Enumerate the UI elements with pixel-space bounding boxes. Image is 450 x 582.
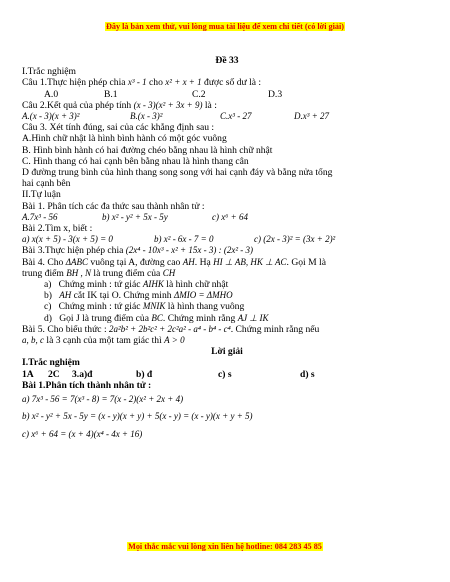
ex1-part-c: c) x⁶ + 64 — [212, 211, 248, 222]
q2-options — [22, 111, 432, 122]
solution-line-b: b) x² - y² + 5x - 5y = (x - y)(x + y) + 5(x - y) = (x - y)(x + y + 5) — [22, 411, 253, 422]
preview-banner — [0, 22, 450, 31]
ex2-part-c: c) (2x - 3)² = (3x + 2)² — [254, 234, 336, 245]
q1-expr1: x³ - 1 — [127, 77, 147, 88]
solution-ex1-title: Bài 1.Phân tích thành nhân tử : — [22, 379, 152, 391]
exercise-1-parts — [22, 212, 432, 223]
q3-item-a: A.Hình chữ nhật là hình bình hành có một góc vuông — [22, 133, 227, 145]
section-essay: II.Tự luận — [22, 189, 61, 201]
exam-title: Đề 33 — [215, 55, 239, 66]
question-3: Câu 3. Xét tính đúng, sai của các khẳng định sau : — [22, 122, 215, 134]
exercise-4-item-a: a) Chứng minh : tứ giác AIHK là hình chữ nhật — [44, 279, 229, 291]
answer-row — [22, 369, 432, 380]
q2-option-a: A.(x - 3)(x + 3)² — [22, 111, 80, 122]
q1-option-a: A.0 — [44, 88, 59, 100]
q1-expr2: x² + x + 1 — [165, 77, 202, 88]
exercise-2: Bài 2.Tìm x, biết : — [22, 223, 93, 235]
exercise-4-item-b: b) AH cắt IK tại O. Chứng minh ΔMIO = ΔMHO — [44, 290, 233, 302]
ex2-part-b: b) x² - 6x - 7 = 0 — [154, 234, 214, 245]
q3-item-c: C. Hình thang có hai cạnh bên bằng nhau là hình thang cân — [22, 155, 249, 167]
answer-1: 1A — [22, 368, 34, 380]
q1-option-b: B.1 — [104, 88, 118, 100]
solution-title: Lời giải — [211, 346, 243, 358]
preview-banner-text: Đây là bản xem thử, vui lòng mua tài liệu để xem chi tiết (có lời giải) — [105, 22, 344, 31]
exercise-1: Bài 1. Phân tích các đa thức sau thành nhân tử : — [22, 200, 205, 212]
answer-3b: b) đ — [136, 368, 153, 380]
section-multiple-choice: I.Trắc nghiệm — [22, 66, 77, 78]
q1-options — [22, 89, 432, 100]
answer-2: 2C — [48, 368, 60, 380]
answer-3d: d) s — [300, 368, 315, 380]
exercise-3: Bài 3.Thực hiện phép chia (2x⁴ - 10x³ - x² + 15x - 3) : (2x² - 3) — [22, 245, 254, 257]
exercise-5-line1: Bài 5. Cho biểu thức : 2a²b² + 2b²c² + 2c²a² - a⁴ - b⁴ - c⁴. Chứng minh rằng nếu — [22, 323, 320, 335]
ex3-expr: (2x⁴ - 10x³ - x² + 15x - 3) : (2x² - 3) — [125, 245, 254, 256]
answer-3c: c) s — [218, 368, 232, 380]
exercise-4-line2: trung điểm BH , N là trung điểm của CH — [22, 267, 176, 279]
exercise-4-item-d: d) Gọi J là trung điểm của BC. Chứng minh rằng AJ ⊥ IK — [44, 312, 269, 324]
exercise-5-line2: a, b, c là 3 cạnh của một tam giác thì A > 0 — [22, 335, 185, 347]
q3-item-d-cont: hai cạnh bên — [22, 178, 71, 190]
question-2: Câu 2.Kết quả của phép tính (x - 3)(x² + 3x + 9) là : — [22, 99, 217, 111]
q2-expr: (x - 3)(x² + 3x + 9) — [133, 99, 203, 110]
q1-option-d: D.3 — [268, 88, 283, 100]
ex2-part-a: a) x(x + 5) - 3(x + 5) = 0 — [22, 234, 113, 245]
q2-option-c: C.x³ - 27 — [220, 111, 252, 122]
ex1-part-a: A.7x³ - 56 — [22, 211, 58, 222]
exercise-2-parts — [22, 234, 432, 245]
q2-option-d: D.x³ + 27 — [294, 111, 330, 122]
q3-item-d: D đường trung bình của hình thang song song với hai cạnh đáy và bằng nửa tổng — [22, 167, 333, 179]
document-body — [22, 55, 432, 443]
solution-line-c: c) x⁶ + 64 = (x + 4)(x⁴ - 4x + 16) — [22, 429, 143, 440]
exercise-4-item-c: c) Chứng minh : tứ giác MNIK là hình thang vuông — [44, 301, 245, 313]
q1-option-c: C.2 — [192, 88, 206, 100]
q3-item-b: B. Hình bình hành có hai đường chéo bằng nhau là hình chữ nhật — [22, 144, 273, 156]
exercise-4-line1: Bài 4. Cho ΔABC vuông tại A, đường cao AH. Hạ HI ⊥ AB, HK ⊥ AC. Gọi M là — [22, 256, 326, 268]
solution-section: I.Trắc nghiệm — [22, 357, 80, 369]
hotline-banner-text: Mọi thắc mắc vui lòng xin liên hệ hotline: 084 283 45 85 — [128, 542, 322, 551]
solution-line-a: a) 7x³ - 56 = 7(x³ - 8) = 7(x - 2)(x² + 2x + 4) — [22, 394, 184, 405]
q2-option-b: B.(x - 3)² — [130, 111, 163, 122]
ex1-part-b: b) x² - y² + 5x - 5y — [102, 211, 168, 222]
hotline-banner — [0, 542, 450, 551]
question-1: Câu 1.Thực hiện phép chia x³ - 1 cho x² + x + 1 được số dư là : — [22, 77, 262, 89]
answer-3a: 3.a)đ — [72, 368, 93, 380]
